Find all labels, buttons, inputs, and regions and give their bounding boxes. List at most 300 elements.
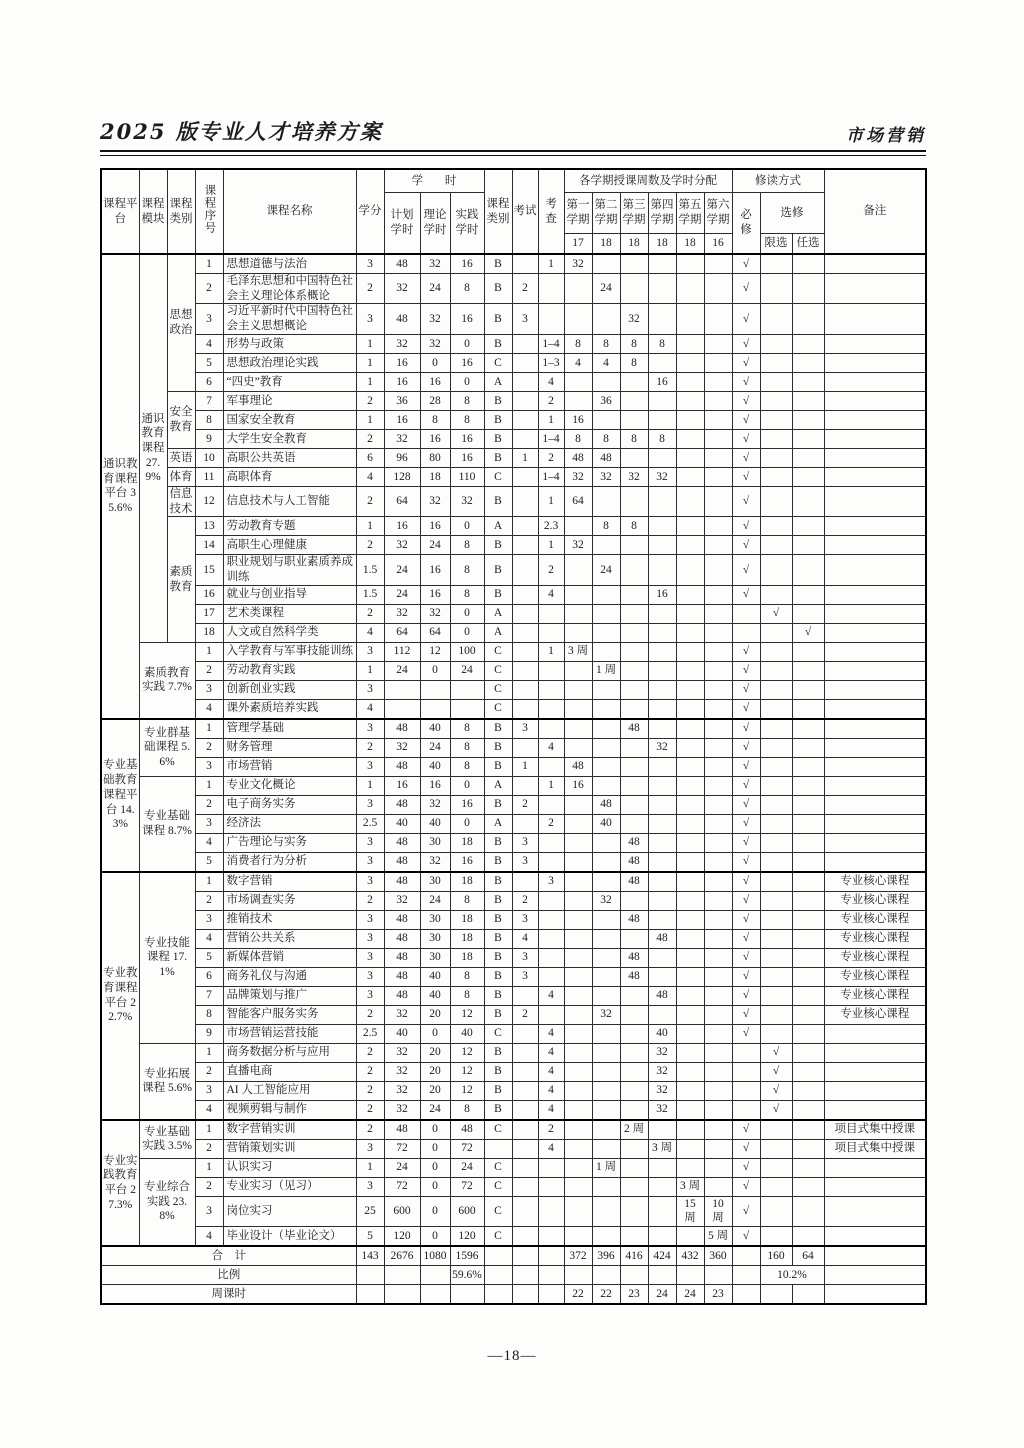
course-type-cell: B — [484, 334, 512, 353]
remark-cell: 专业核心课程 — [824, 948, 926, 967]
semester-hours-cell — [592, 776, 620, 795]
table-row — [101, 776, 926, 795]
required-checkmark: √ — [732, 1158, 760, 1177]
practice-hours-cell: 8 — [450, 536, 484, 555]
credits-cell: 2.5 — [356, 1024, 384, 1043]
planned-hours-cell: 40 — [384, 814, 420, 833]
required-checkmark: √ — [732, 254, 760, 274]
theory-hours-cell: 20 — [420, 1043, 450, 1062]
col-header-any: 任选 — [792, 234, 824, 255]
required-checkmark: √ — [732, 585, 760, 604]
semester-hours-cell — [676, 517, 704, 536]
seq-cell: 1 — [195, 776, 223, 795]
required-checkmark: √ — [732, 1024, 760, 1043]
exam-semester-cell — [512, 467, 538, 486]
practice-hours-cell: 18 — [450, 910, 484, 929]
semester-hours-cell: 2 周 — [620, 1120, 648, 1140]
remark-cell — [824, 536, 926, 555]
semester-hours-cell — [704, 334, 732, 353]
remark-cell: 专业核心课程 — [824, 910, 926, 929]
semester-hours-cell — [620, 1062, 648, 1081]
seq-cell: 2 — [195, 795, 223, 814]
theory-hours-cell: 30 — [420, 929, 450, 948]
limited-checkmark — [760, 719, 792, 739]
required-checkmark: √ — [732, 410, 760, 429]
theory-hours-cell: 30 — [420, 910, 450, 929]
semester-hours-cell: 8 — [592, 429, 620, 448]
seq-cell: 3 — [195, 680, 223, 699]
seq-cell: 1 — [195, 1120, 223, 1140]
semester-hours-cell: 8 — [564, 334, 592, 353]
practice-hours-cell: 8 — [450, 891, 484, 910]
ratio-credits-blank — [356, 1266, 384, 1285]
any-checkmark — [792, 910, 824, 929]
course-type-cell: A — [484, 517, 512, 536]
semester-hours-cell — [704, 555, 732, 585]
course-type-cell: B — [484, 555, 512, 585]
theory-hours-cell: 30 — [420, 948, 450, 967]
semester-hours-cell — [620, 661, 648, 680]
semester-hours-cell — [564, 391, 592, 410]
semester-hours-cell — [704, 274, 732, 304]
limited-checkmark — [760, 1120, 792, 1140]
semester-hours-cell — [704, 986, 732, 1005]
course-type-cell: C — [484, 1024, 512, 1043]
course-name-cell: 入学教育与军事技能训练 — [223, 642, 356, 661]
theory-hours-cell: 24 — [420, 1100, 450, 1120]
semester-hours-cell — [676, 555, 704, 585]
any-checkmark — [792, 699, 824, 719]
col-header-platform: 课程平台 — [101, 169, 139, 254]
col-header-assess — [538, 169, 564, 254]
limited-checkmark — [760, 738, 792, 757]
semester-hours-cell: 32 — [648, 738, 676, 757]
practice-hours-cell: 0 — [450, 623, 484, 642]
planned-hours-cell: 40 — [384, 1024, 420, 1043]
limited-checkmark — [760, 536, 792, 555]
course-name-cell: 军事理论 — [223, 391, 356, 410]
ratio-planned-blank — [384, 1266, 420, 1285]
limited-checkmark — [760, 642, 792, 661]
semester-hours-cell — [704, 254, 732, 274]
credits-cell: 1 — [356, 776, 384, 795]
course-type-cell: B — [484, 795, 512, 814]
table-row — [101, 1158, 926, 1177]
any-checkmark — [792, 555, 824, 585]
planned-hours-cell: 16 — [384, 410, 420, 429]
remark-cell — [824, 274, 926, 304]
assess-semester-cell: 2.3 — [538, 517, 564, 536]
course-name-cell: 品牌策划与推广 — [223, 986, 356, 1005]
semester-hours-cell — [620, 757, 648, 776]
theory-hours-cell: 0 — [420, 1227, 450, 1247]
table-row — [101, 719, 926, 739]
credits-cell: 1 — [356, 661, 384, 680]
credits-cell: 4 — [356, 467, 384, 486]
table-row — [101, 910, 926, 929]
course-type-cell: B — [484, 274, 512, 304]
semester-hours-cell — [620, 555, 648, 585]
exam-semester-cell: 3 — [512, 304, 538, 334]
weekly-required-blank — [732, 1285, 760, 1305]
credits-cell: 1 — [356, 372, 384, 391]
credits-cell: 2 — [356, 604, 384, 623]
assess-semester-cell: 4 — [538, 1024, 564, 1043]
semester-hours-cell — [620, 1100, 648, 1120]
semester-hours-cell — [704, 967, 732, 986]
semester-hours-cell — [704, 1120, 732, 1140]
required-checkmark: √ — [732, 738, 760, 757]
theory-hours-cell: 32 — [420, 486, 450, 516]
planned-hours-cell: 48 — [384, 254, 420, 274]
remark-cell — [824, 623, 926, 642]
course-name-cell: 就业与创业指导 — [223, 585, 356, 604]
ratio-blank — [512, 1266, 538, 1285]
practice-hours-cell: 600 — [450, 1196, 484, 1226]
course-type-cell: B — [484, 1043, 512, 1062]
planned-hours-cell: 48 — [384, 1120, 420, 1140]
required-checkmark: √ — [732, 1120, 760, 1140]
semester-hours-cell — [592, 680, 620, 699]
practice-hours-cell: 8 — [450, 986, 484, 1005]
col-header-hours-2: 实践学时 — [450, 193, 484, 255]
limited-checkmark — [760, 833, 792, 852]
required-checkmark: √ — [732, 1139, 760, 1158]
semester-hours-cell — [564, 1139, 592, 1158]
semester-hours-cell — [620, 604, 648, 623]
semester-hours-cell — [676, 833, 704, 852]
semester-hours-cell: 48 — [620, 872, 648, 892]
credits-cell: 2.5 — [356, 814, 384, 833]
practice-hours-cell: 8 — [450, 585, 484, 604]
table-row — [101, 986, 926, 1005]
total-required-blank — [732, 1246, 760, 1266]
total-semester-hours: 424 — [648, 1246, 676, 1266]
practice-hours-cell: 8 — [450, 757, 484, 776]
credits-cell: 2 — [356, 486, 384, 516]
assess-semester-cell — [538, 967, 564, 986]
semester-hours-cell — [704, 372, 732, 391]
required-checkmark: √ — [732, 910, 760, 929]
course-type-cell: C — [484, 661, 512, 680]
planned-hours-cell: 48 — [384, 795, 420, 814]
course-type-cell: B — [484, 585, 512, 604]
required-checkmark: √ — [732, 795, 760, 814]
semester-hours-cell — [648, 274, 676, 304]
seq-cell: 14 — [195, 536, 223, 555]
theory-hours-cell: 28 — [420, 391, 450, 410]
semester-hours-cell — [648, 814, 676, 833]
semester-hours-cell — [676, 353, 704, 372]
limited-checkmark — [760, 891, 792, 910]
semester-hours-cell — [620, 372, 648, 391]
theory-hours-cell: 40 — [420, 986, 450, 1005]
seq-cell: 4 — [195, 929, 223, 948]
col-header-exam: 考试 — [512, 169, 538, 254]
any-checkmark — [792, 776, 824, 795]
credits-cell: 3 — [356, 833, 384, 852]
course-name-cell: AI 人工智能应用 — [223, 1081, 356, 1100]
semester-hours-cell — [592, 852, 620, 872]
total-type-blank — [484, 1246, 512, 1266]
semester-hours-cell — [676, 699, 704, 719]
assess-semester-cell: 4 — [538, 372, 564, 391]
semester-hours-cell — [676, 929, 704, 948]
semester-hours-cell — [592, 1062, 620, 1081]
exam-semester-cell — [512, 623, 538, 642]
practice-hours-cell: 100 — [450, 642, 484, 661]
semester-hours-cell — [704, 891, 732, 910]
required-checkmark: √ — [732, 274, 760, 304]
assess-semester-cell: 4 — [538, 585, 564, 604]
semester-hours-cell — [620, 929, 648, 948]
semester-hours-cell — [620, 738, 648, 757]
assess-semester-cell: 1–4 — [538, 334, 564, 353]
semester-hours-cell — [620, 891, 648, 910]
course-type-cell: B — [484, 852, 512, 872]
exam-semester-cell: 3 — [512, 967, 538, 986]
any-checkmark — [792, 795, 824, 814]
theory-hours-cell: 0 — [420, 1120, 450, 1140]
assess-semester-cell: 1 — [538, 410, 564, 429]
table-row — [101, 353, 926, 372]
limited-checkmark — [760, 814, 792, 833]
seq-cell: 1 — [195, 1043, 223, 1062]
assess-semester-cell: 1 — [538, 776, 564, 795]
ratio-blank — [620, 1266, 648, 1285]
seq-cell: 2 — [195, 891, 223, 910]
any-checkmark — [792, 448, 824, 467]
semester-hours-cell: 48 — [648, 929, 676, 948]
seq-cell: 5 — [195, 353, 223, 372]
course-name-cell: 直播电商 — [223, 1062, 356, 1081]
semester-hours-cell — [704, 1043, 732, 1062]
remark-cell — [824, 1177, 926, 1196]
course-name-cell: 商务数据分析与应用 — [223, 1043, 356, 1062]
remark-cell: 专业核心课程 — [824, 891, 926, 910]
course-type-cell: C — [484, 699, 512, 719]
semester-weeks-5: 18 — [676, 234, 704, 255]
theory-hours-cell: 20 — [420, 1062, 450, 1081]
assess-semester-cell: 4 — [538, 1081, 564, 1100]
col-header-semester-5: 第五学期 — [676, 193, 704, 234]
any-checkmark — [792, 967, 824, 986]
exam-semester-cell — [512, 517, 538, 536]
ratio-theory-blank — [420, 1266, 450, 1285]
col-header-hours-0: 计划学时 — [384, 193, 420, 255]
planned-hours-cell: 64 — [384, 623, 420, 642]
theory-hours-cell: 0 — [420, 1024, 450, 1043]
table-row — [101, 1177, 926, 1196]
planned-hours-cell: 32 — [384, 274, 420, 304]
semester-hours-cell — [592, 910, 620, 929]
semester-hours-cell — [704, 353, 732, 372]
planned-hours-cell: 36 — [384, 391, 420, 410]
theory-hours-cell: 32 — [420, 795, 450, 814]
table-row — [101, 967, 926, 986]
semester-hours-cell — [676, 585, 704, 604]
course-name-cell: 岗位实习 — [223, 1196, 356, 1226]
required-checkmark — [732, 1100, 760, 1120]
seq-cell: 1 — [195, 1158, 223, 1177]
course-name-cell: 广告理论与实务 — [223, 833, 356, 852]
practice-hours-cell: 8 — [450, 555, 484, 585]
course-name-cell: 习近平新时代中国特色社会主义思想概论 — [223, 304, 356, 334]
practice-hours-cell: 16 — [450, 795, 484, 814]
semester-hours-cell — [564, 891, 592, 910]
semester-hours-cell — [564, 948, 592, 967]
course-name-cell: 形势与政策 — [223, 334, 356, 353]
exam-semester-cell: 2 — [512, 795, 538, 814]
course-name-cell: 市场营销 — [223, 757, 356, 776]
exam-semester-cell — [512, 1120, 538, 1140]
planned-hours-cell: 32 — [384, 1005, 420, 1024]
practice-hours-cell: 16 — [450, 304, 484, 334]
assess-semester-cell: 1 — [538, 642, 564, 661]
required-checkmark: √ — [732, 448, 760, 467]
page-number: —18— — [487, 1348, 537, 1364]
any-checkmark — [792, 410, 824, 429]
semester-hours-cell — [564, 795, 592, 814]
seq-cell: 6 — [195, 372, 223, 391]
weekly-blank — [512, 1285, 538, 1305]
exam-semester-cell — [512, 536, 538, 555]
weekly-semester-hours: 24 — [676, 1285, 704, 1305]
limited-checkmark — [760, 795, 792, 814]
planned-hours-cell: 32 — [384, 1100, 420, 1120]
semester-hours-cell — [620, 1196, 648, 1226]
planned-hours-cell: 32 — [384, 334, 420, 353]
theory-hours-cell: 40 — [420, 719, 450, 739]
col-header-semester-3: 第三学期 — [620, 193, 648, 234]
limited-checkmark — [760, 776, 792, 795]
course-name-cell: 课外素质培养实践 — [223, 699, 356, 719]
semester-hours-cell — [620, 254, 648, 274]
planned-hours-cell: 32 — [384, 891, 420, 910]
semester-hours-cell: 48 — [648, 986, 676, 1005]
theory-hours-cell: 16 — [420, 372, 450, 391]
practice-hours-cell — [450, 699, 484, 719]
seq-cell: 2 — [195, 274, 223, 304]
semester-hours-cell — [676, 1024, 704, 1043]
total-any-hours: 64 — [792, 1246, 824, 1266]
ratio-blank — [592, 1266, 620, 1285]
semester-hours-cell — [676, 623, 704, 642]
table-row — [101, 699, 926, 719]
semester-hours-cell — [564, 986, 592, 1005]
credits-cell: 2 — [356, 1062, 384, 1081]
practice-hours-cell: 0 — [450, 334, 484, 353]
limited-checkmark — [760, 304, 792, 334]
required-checkmark: √ — [732, 467, 760, 486]
seq-cell: 2 — [195, 661, 223, 680]
remark-cell — [824, 585, 926, 604]
semester-hours-cell — [564, 604, 592, 623]
planned-hours-cell: 48 — [384, 910, 420, 929]
semester-hours-cell — [648, 1120, 676, 1140]
semester-hours-cell: 40 — [592, 814, 620, 833]
exam-semester-cell — [512, 1139, 538, 1158]
required-checkmark: √ — [732, 555, 760, 585]
semester-hours-cell — [648, 304, 676, 334]
semester-hours-cell — [564, 852, 592, 872]
seq-cell: 8 — [195, 1005, 223, 1024]
ratio-blank — [538, 1266, 564, 1285]
practice-hours-cell: 16 — [450, 353, 484, 372]
semester-hours-cell — [564, 1024, 592, 1043]
planned-hours-cell: 120 — [384, 1227, 420, 1247]
theory-hours-cell: 64 — [420, 623, 450, 642]
semester-hours-cell — [592, 623, 620, 642]
total-practice-hours: 1596 — [450, 1246, 484, 1266]
planned-hours-cell: 32 — [384, 604, 420, 623]
ratio-blank — [484, 1266, 512, 1285]
semester-hours-cell — [620, 986, 648, 1005]
practice-hours-cell: 16 — [450, 852, 484, 872]
semester-hours-cell — [564, 967, 592, 986]
planned-hours-cell: 96 — [384, 448, 420, 467]
semester-hours-cell: 3 周 — [564, 642, 592, 661]
remark-cell — [824, 1043, 926, 1062]
planned-hours-cell: 72 — [384, 1177, 420, 1196]
course-type-cell: B — [484, 891, 512, 910]
semester-hours-cell: 48 — [564, 757, 592, 776]
assess-semester-cell — [538, 948, 564, 967]
semester-hours-cell — [620, 1158, 648, 1177]
semester-hours-cell: 4 — [592, 353, 620, 372]
course-name-cell: 专业实习（见习） — [223, 1177, 356, 1196]
exam-semester-cell — [512, 661, 538, 680]
semester-hours-cell — [676, 642, 704, 661]
planned-hours-cell: 48 — [384, 833, 420, 852]
semester-hours-cell — [564, 1081, 592, 1100]
exam-semester-cell — [512, 555, 538, 585]
semester-hours-cell: 8 — [564, 429, 592, 448]
theory-hours-cell: 40 — [420, 967, 450, 986]
assess-semester-cell — [538, 833, 564, 852]
semester-hours-cell — [648, 910, 676, 929]
semester-hours-cell — [704, 872, 732, 892]
col-group-mode: 修读方式 — [732, 169, 824, 193]
semester-hours-cell — [676, 680, 704, 699]
exam-semester-cell: 4 — [512, 929, 538, 948]
semester-hours-cell: 8 — [620, 429, 648, 448]
assess-semester-cell — [538, 304, 564, 334]
theory-hours-cell: 0 — [420, 1139, 450, 1158]
col-header-semester-2: 第二学期 — [592, 193, 620, 234]
semester-hours-cell — [592, 536, 620, 555]
limited-checkmark — [760, 680, 792, 699]
course-type-cell: B — [484, 1081, 512, 1100]
remark-cell: 专业核心课程 — [824, 872, 926, 892]
required-checkmark — [732, 1043, 760, 1062]
semester-hours-cell — [564, 372, 592, 391]
exam-semester-cell: 2 — [512, 1005, 538, 1024]
limited-checkmark: √ — [760, 1043, 792, 1062]
course-type-cell: B — [484, 536, 512, 555]
semester-hours-cell — [592, 757, 620, 776]
semester-hours-cell — [704, 1024, 732, 1043]
semester-hours-cell — [704, 604, 732, 623]
semester-hours-cell: 16 — [648, 372, 676, 391]
planned-hours-cell: 600 — [384, 1196, 420, 1226]
semester-hours-cell: 32 — [648, 1062, 676, 1081]
assess-semester-cell: 2 — [538, 555, 564, 585]
practice-hours-cell: 0 — [450, 517, 484, 536]
exam-semester-cell — [512, 604, 538, 623]
col-header-seq-text: 课程序号 — [203, 184, 216, 235]
any-checkmark: √ — [792, 623, 824, 642]
